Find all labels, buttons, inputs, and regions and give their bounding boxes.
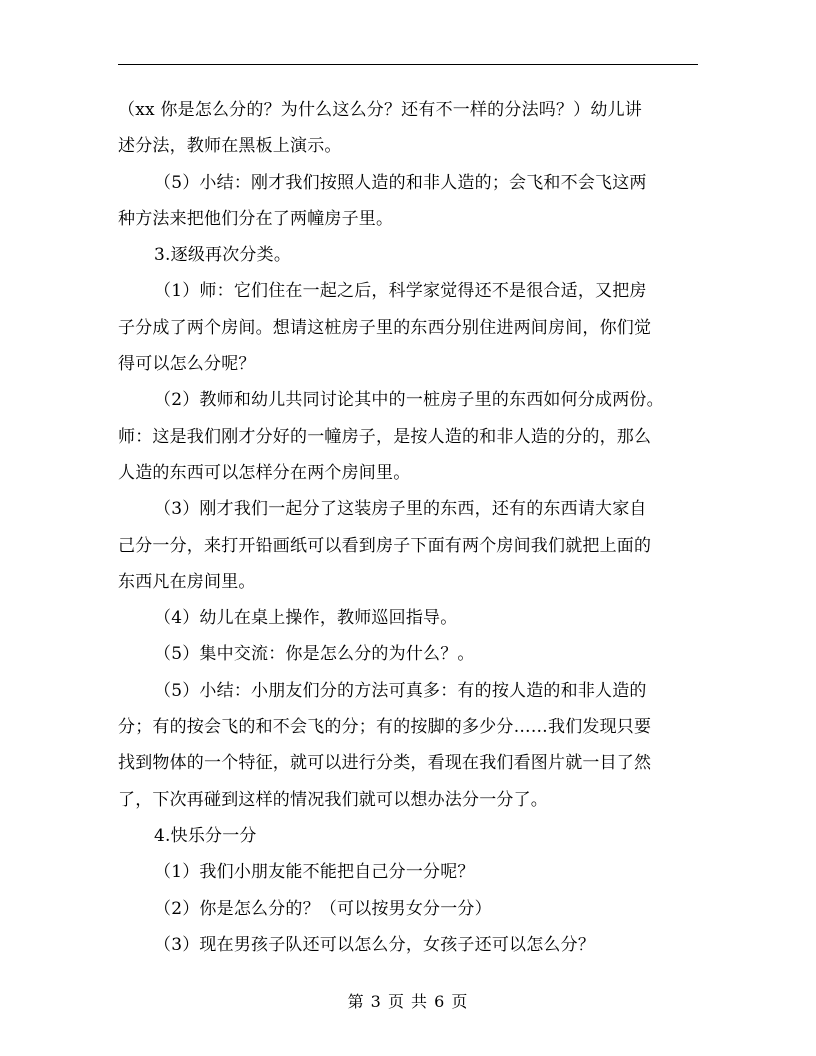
section-heading xyxy=(118,237,698,273)
text-line: （1）我们小朋友能不能把自己分一分呢？ xyxy=(154,862,475,883)
text-line: 子分成了两个房间。想请这桩房子里的东西分别住进两间房间，你们觉 xyxy=(118,317,652,338)
paragraph xyxy=(118,891,698,927)
paragraph xyxy=(118,600,698,636)
text-line: （5）小结：刚才我们按照人造的和非人造的；会飞和不会飞这两 xyxy=(154,172,647,193)
text-line: 4.快乐分一分 xyxy=(154,825,257,846)
paragraph xyxy=(118,382,698,491)
paragraph xyxy=(118,165,698,238)
text-line: 3.逐级再次分类。 xyxy=(154,245,292,266)
paragraph xyxy=(118,273,698,382)
section-heading xyxy=(118,818,698,854)
page-footer: 第 3 页 共 6 页 xyxy=(347,992,469,1011)
text-line: （4）幼儿在桌上操作，教师巡回指导。 xyxy=(154,608,458,629)
text-line: 人造的东西可以怎样分在两个房间里。 xyxy=(118,462,411,483)
text-line: （xx 你是怎么分的？为什么这么分？还有不一样的分法吗？）幼儿讲 xyxy=(118,100,642,120)
text-line: 找到物体的一个特征，就可以进行分类，看现在我们看图片就一目了然 xyxy=(118,753,652,774)
text-line: （3）刚才我们一起分了这装房子里的东西，还有的东西请大家自 xyxy=(154,499,647,520)
text-line: （2）你是怎么分的？（可以按男女分一分） xyxy=(154,898,492,919)
paragraph xyxy=(118,927,698,963)
text-line: 分；有的按会飞的和不会飞的分；有的按脚的多少分……我们发现只要 xyxy=(118,717,652,738)
text-line: 师：这是我们刚才分好的一幢房子，是按人造的和非人造的分的，那么 xyxy=(118,426,652,447)
text-line: 东西凡在房间里。 xyxy=(118,571,256,592)
text-line: 种方法来把他们分在了两幢房子里。 xyxy=(118,208,394,229)
text-line: （5）集中交流：你是怎么分的为什么？。 xyxy=(154,644,475,665)
paragraph xyxy=(118,854,698,890)
text-line: 述分法，教师在黑板上演示。 xyxy=(118,136,342,157)
document-body xyxy=(118,92,698,963)
text-line: 得可以怎么分呢？ xyxy=(118,354,256,375)
header-rule xyxy=(118,64,698,65)
text-line: （1）师：它们住在一起之后，科学家觉得还不是很合适，又把房 xyxy=(154,281,647,302)
text-line: （5）小结：小朋友们分的方法可真多：有的按人造的和非人造的 xyxy=(154,680,647,701)
paragraph xyxy=(118,673,698,818)
paragraph xyxy=(118,491,698,600)
text-line: 己分一分，来打开铅画纸可以看到房子下面有两个房间我们就把上面的 xyxy=(118,535,652,556)
paragraph xyxy=(118,636,698,672)
text-line: 了，下次再碰到这样的情况我们就可以想办法分一分了。 xyxy=(118,789,548,810)
text-line: （3）现在男孩子队还可以怎么分，女孩子还可以怎么分？ xyxy=(154,934,596,955)
text-line: （2）教师和幼儿共同讨论其中的一桩房子里的东西如何分成两份。 xyxy=(154,390,664,411)
paragraph xyxy=(118,92,698,165)
